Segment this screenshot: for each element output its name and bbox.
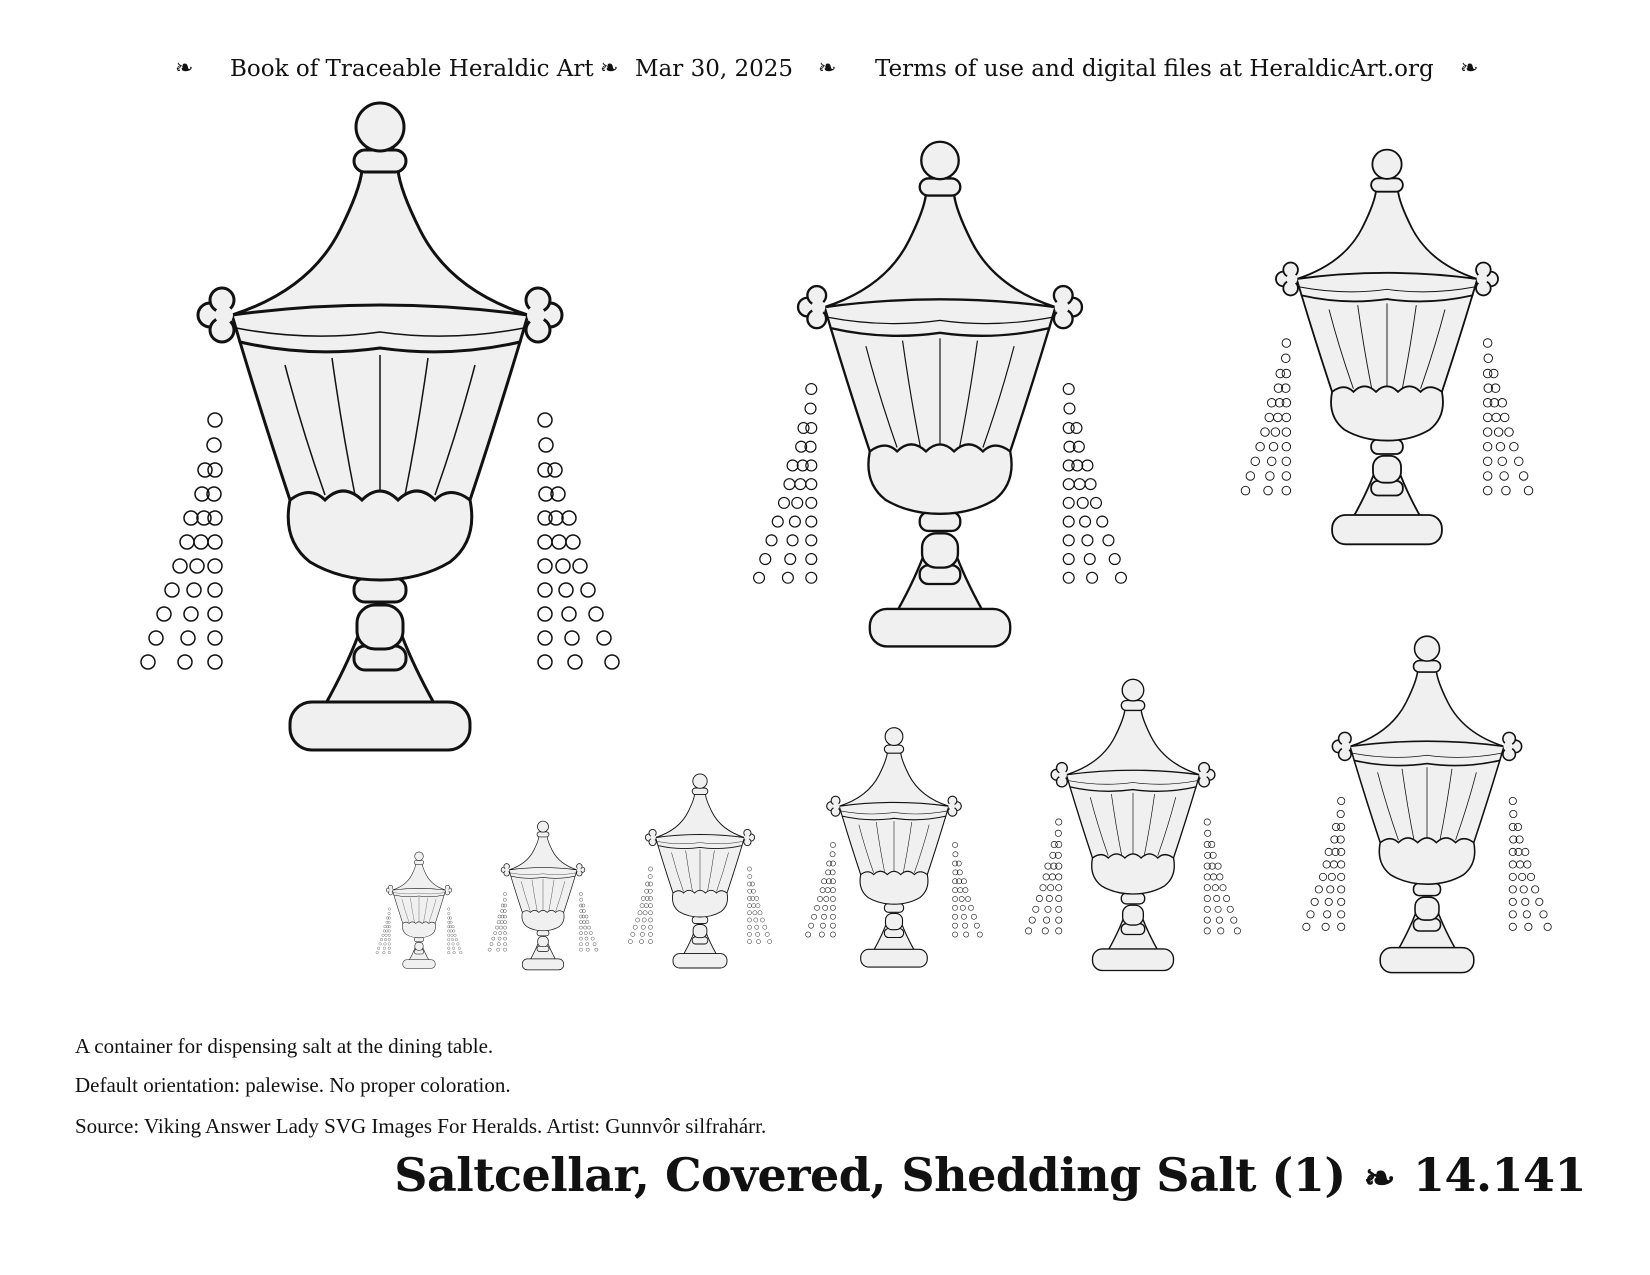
saltcellar-small: [1303, 636, 1552, 972]
saltcellar-tiny: [488, 821, 598, 970]
publication-date: Mar 30, 2025: [635, 56, 793, 82]
book-title: Book of Traceable Heraldic Art: [230, 56, 594, 82]
charge-name: Saltcellar, Covered, Shedding Salt (1): [394, 1148, 1346, 1202]
saltcellar-medium-small: [1241, 150, 1533, 545]
fleuron-ornament: ❧: [1363, 1155, 1395, 1200]
saltcellar-large: [141, 103, 619, 750]
saltcellar-smaller: [628, 774, 771, 968]
fleuron-ornament: ❧: [1460, 56, 1479, 81]
fleuron-ornament: ❧: [818, 56, 837, 81]
page-title: [394, 1148, 1586, 1202]
description-line: A container for dispensing salt at the dining table.: [75, 1034, 494, 1058]
terms-link-text: Terms of use and digital files at HeraldicArt.org: [875, 56, 1434, 82]
fleuron-ornament: ❧: [175, 56, 194, 81]
saltcellar-medium: [754, 142, 1127, 647]
charge-number: 14.141: [1412, 1148, 1586, 1202]
saltcellar-tiny: [376, 852, 462, 968]
saltcellar-smaller: [806, 728, 983, 967]
saltcellar-small: [1025, 679, 1240, 970]
fleuron-ornament: ❧: [600, 56, 619, 81]
source-line: Source: Viking Answer Lady SVG Images For Heralds. Artist: Gunnvôr silfrahárr.: [75, 1114, 767, 1138]
orientation-line: Default orientation: palewise. No proper coloration.: [75, 1073, 511, 1097]
